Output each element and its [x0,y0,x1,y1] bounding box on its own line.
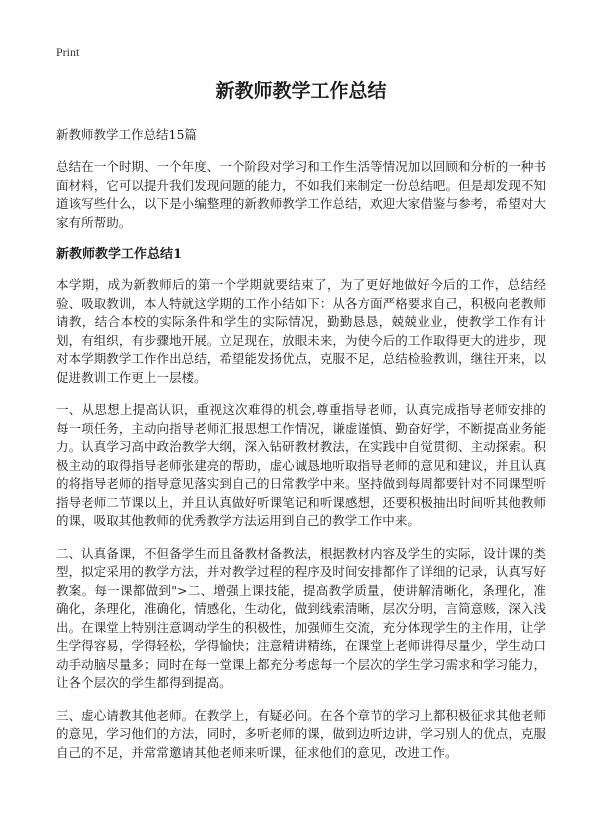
body-paragraph-1: 本学期，成为新教师后的第一个学期就要结束了，为了更好地做好今后的工作，总结经验、吸取教训，本人特就这学期的工作小结如下：从各方面严格要求自己，积极向老教师请教，结合本校的实际条件和学生的实际情况，勤勤恳恳，兢兢业业，使教学工作有计划，有组织，有步骤地开展。立足现在，放眼未来，为使今后的工作取得更大的进步，现对本学期教学工作作出总结，希望能发扬优点，克服不足，总结检验教训，继往开来，以促进教训工作更上一层楼。 [56,277,546,385]
body-paragraph-2: 一、从思想上提高认识，重视这次难得的机会,尊重指导老师，认真完成指导老师安排的每一项任务，主动向指导老师汇报思想工作情况，谦虚谨慎、勤奋好学，不断提高业务能力。认真学习高中政治教学大纲，深入钻研教材教法，在实践中自觉贯彻、主动探索。积极主动的取得指导老师张建亮的帮助，虚心诚恳地听取指导老师的意见和建议，并且认真的将指导老师的指导意见落实到自己的日常教学中来。坚持做到每周都要针对不同课型听指导老师二节课以上，并且认真做好听课笔记和听课感想，还要积极抽出时间听其他教师的课，吸取其他教师的优秀教学方法运用到自己的教学工作中来。 [56,402,546,528]
document-subtitle: 新教师教学工作总结15篇 [56,127,197,142]
document-title: 新教师教学工作总结 [215,80,387,102]
document-page [56,44,546,776]
print-label: Print [56,45,80,59]
body-paragraph-4: 三、虚心请教其他老师。在教学上，有疑必问。在各个章节的学习上都积极征求其他老师的意见，学习他们的方法，同时，多听老师的课，做到边听边讲，学习别人的优点，克服自己的不足，并常常邀请其他老师来听课，征求他们的意见，改进工作。 [56,707,546,760]
body-paragraph-3: 二、认真备课，不但备学生而且备教材备教法，根据教材内容及学生的实际，设计课的类型，拟定采用的教学方法，并对教学过程的程序及时间安排都作了详细的记录，认真写好教案。每一课都做到">二、增强上课技能，提高教学质量，使讲解清晰化，条理化，准确化，条理化，准确化，情感化，生动化，做到线索清晰，层次分明，言简意赅，深入浅出。在课堂上特别注意调动学生的积极性，加强师生交流，充分体现学生的主作用，让学生学得容易，学得轻松，学得愉快；注意精讲精练，在课堂上老师讲得尽量少，学生动口动手动脑尽量多；同时在每一堂课上都充分考虑每一个层次的学生学习需求和学习能力，让各个层次的学生都得到提高。 [56,545,546,690]
section-heading: 新教师教学工作总结1 [56,247,183,262]
intro-paragraph: 总结在一个时期、一个年度、一个阶段对学习和工作生活等情况加以回顾和分析的一种书面材料，它可以提升我们发现问题的能力，不如我们来制定一份总结吧。但是却发现不知道该写些什么，以下是小编整理的新教师教学工作总结，欢迎大家借鉴与参考，希望对大家有所帮助。 [56,159,546,230]
